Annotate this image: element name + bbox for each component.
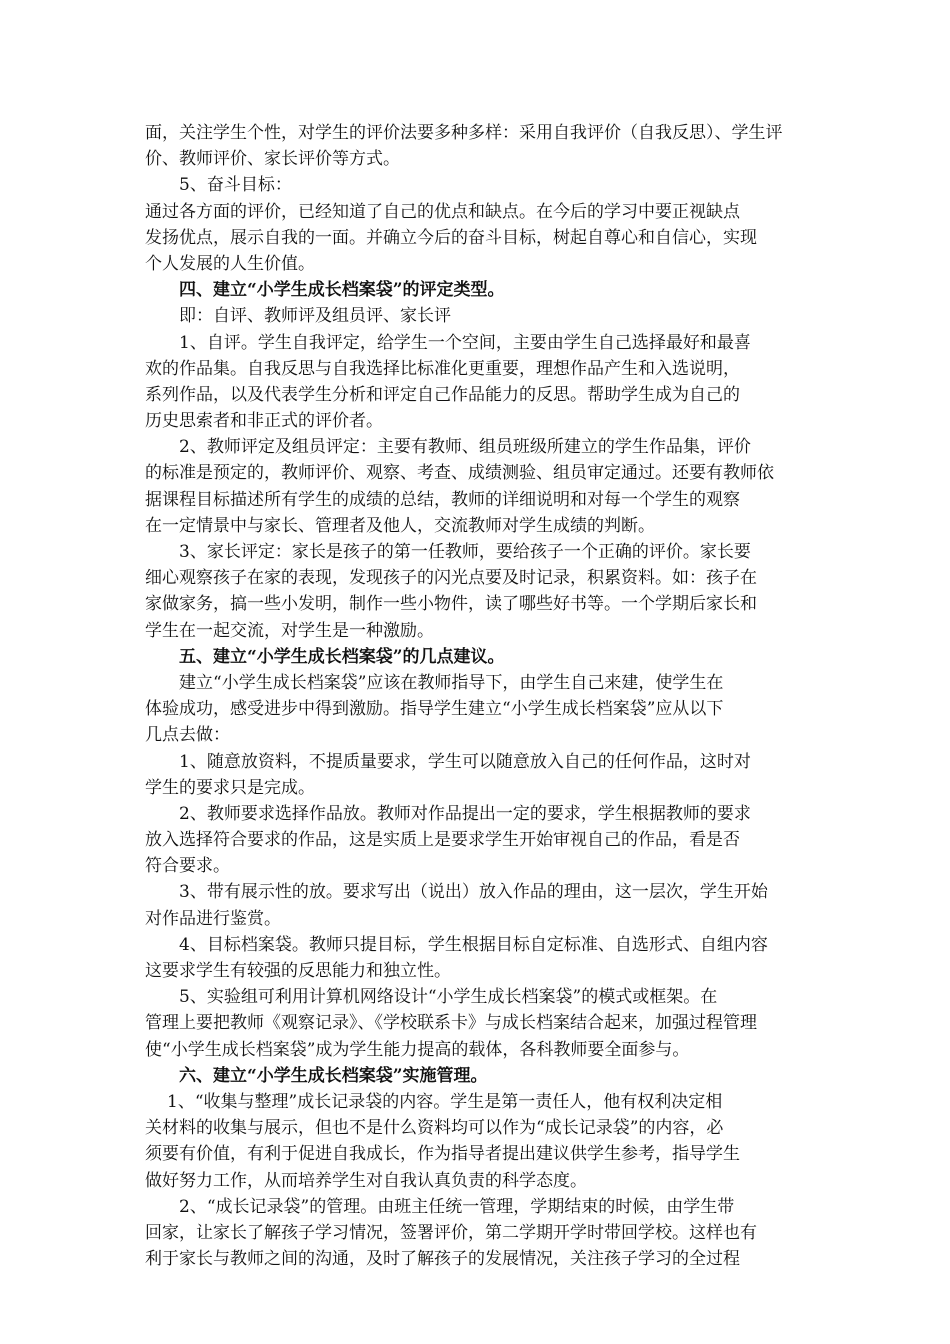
- section-heading: 六、建立“小学生成长档案袋”实施管理。: [179, 1065, 488, 1086]
- text-line: 1、随意放资料，不提质量要求，学生可以随意放入自己的任何作品，这时对: [179, 751, 751, 772]
- text-line: 4、目标档案袋。教师只提目标，学生根据目标自定标准、自选形式、自组内容: [179, 934, 768, 955]
- document-page: [145, 120, 811, 1272]
- text-line: 关材料的收集与展示，但也不是什么资料均可以作为“成长记录袋”的内容，必: [145, 1118, 724, 1139]
- text-line: 放入选择符合要求的作品，这是实质上是要求学生开始审视自己的作品，看是否: [145, 830, 740, 851]
- text-line: 这要求学生有较强的反思能力和独立性。: [145, 961, 451, 981]
- text-line: 欢的作品集。自我反思与自我选择比标准化更重要，理想作品产生和入选说明，: [145, 358, 740, 379]
- text-line: 体验成功，感受进步中得到激励。指导学生建立“小学生成长档案袋”应从以下: [145, 699, 724, 720]
- text-line: 据课程目标描述所有学生的成绩的总结，教师的详细说明和对每一个学生的观察: [145, 489, 740, 510]
- text-line: 发扬优点，展示自我的一面。并确立今后的奋斗目标，树起自尊心和自信心，实现: [145, 227, 757, 248]
- text-line: 价、教师评价、家长评价等方式。: [145, 149, 400, 170]
- text-line: 系列作品，以及代表学生分析和评定自己作品能力的反思。帮助学生成为自己的: [145, 384, 740, 405]
- text-line: 管理上要把教师《观察记录》、《学校联系卡》与成长档案结合起来，加强过程管理: [145, 1013, 757, 1034]
- text-line: 通过各方面的评价，已经知道了自己的优点和缺点。在今后的学习中要正视缺点: [145, 201, 740, 222]
- text-line: 2、教师要求选择作品放。教师对作品提出一定的要求，学生根据教师的要求: [179, 803, 751, 824]
- section-heading: 五、建立“小学生成长档案袋”的几点建议。: [179, 646, 505, 667]
- text-line: 2、“成长记录袋”的管理。由班主任统一管理，学期结束的时候，由学生带: [179, 1196, 735, 1217]
- text-line: 回家，让家长了解孩子学习情况，签署评价，第二学期开学时带回学校。这样也有: [145, 1222, 757, 1243]
- text-line: 在一定情景中与家长、管理者及他人，交流教师对学生成绩的判断。: [145, 515, 655, 536]
- text-line: 1、自评。学生自我评定，给学生一个空间，主要由学生自己选择最好和最喜: [179, 332, 751, 353]
- text-line: 3、家长评定：家长是孩子的第一任教师，要给孩子一个正确的评价。家长要: [179, 542, 751, 562]
- text-line: 即：自评、教师评及组员评、家长评: [179, 306, 451, 327]
- text-line: 家做家务，搞一些小发明，制作一些小物件，读了哪些好书等。一个学期后家长和: [145, 594, 757, 615]
- text-line: 使“小学生成长档案袋”成为学生能力提高的载体，各科教师要全面参与。: [145, 1039, 690, 1060]
- text-line: 符合要求。: [145, 856, 230, 877]
- text-line: 5、奋斗目标：: [179, 175, 292, 196]
- text-line: 学生在一起交流，对学生是一种激励。: [145, 620, 434, 641]
- text-line: 细心观察孩子在家的表现，发现孩子的闪光点要及时记录，积累资料。如：孩子在: [145, 568, 757, 589]
- section-heading: 四、建立“小学生成长档案袋”的评定类型。: [179, 280, 505, 301]
- text-line: 历史思索者和非正式的评价者。: [145, 411, 383, 432]
- text-line: 几点去做：: [145, 725, 230, 746]
- text-line: 1、“收集与整理”成长记录袋的内容。学生是第一责任人，他有权利决定相: [167, 1091, 723, 1112]
- text-line: 利于家长与教师之间的沟通，及时了解孩子的发展情况，关注孩子学习的全过程: [145, 1249, 740, 1270]
- text-line: 做好努力工作，从而培养学生对自我认真负责的科学态度。: [145, 1170, 587, 1191]
- text-line: 学生的要求只是完成。: [145, 777, 315, 798]
- text-line: 2、教师评定及组员评定：主要有教师、组员班级所建立的学生作品集，评价: [179, 437, 751, 458]
- text-line: 对作品进行鉴赏。: [145, 908, 281, 929]
- text-line: 3、带有展示性的放。要求写出（说出）放入作品的理由，这一层次，学生开始: [179, 882, 768, 903]
- text-line: 5、实验组可利用计算机网络设计“小学生成长档案袋”的模式或框架。在: [179, 987, 718, 1008]
- text-line: 的标准是预定的，教师评价、观察、考查、成绩测验、组员审定通过。还要有教师依: [145, 463, 774, 484]
- text-line: 建立“小学生成长档案袋”应该在教师指导下，由学生自己来建，使学生在: [179, 672, 724, 693]
- text-line: 个人发展的人生价值。: [145, 253, 315, 274]
- text-line: 面，关注学生个性，对学生的评价法要多种多样：采用自我评价（自我反思）、学生评: [145, 123, 783, 143]
- text-line: 须要有价值，有利于促进自我成长，作为指导者提出建议供学生参考，指导学生: [145, 1144, 740, 1165]
